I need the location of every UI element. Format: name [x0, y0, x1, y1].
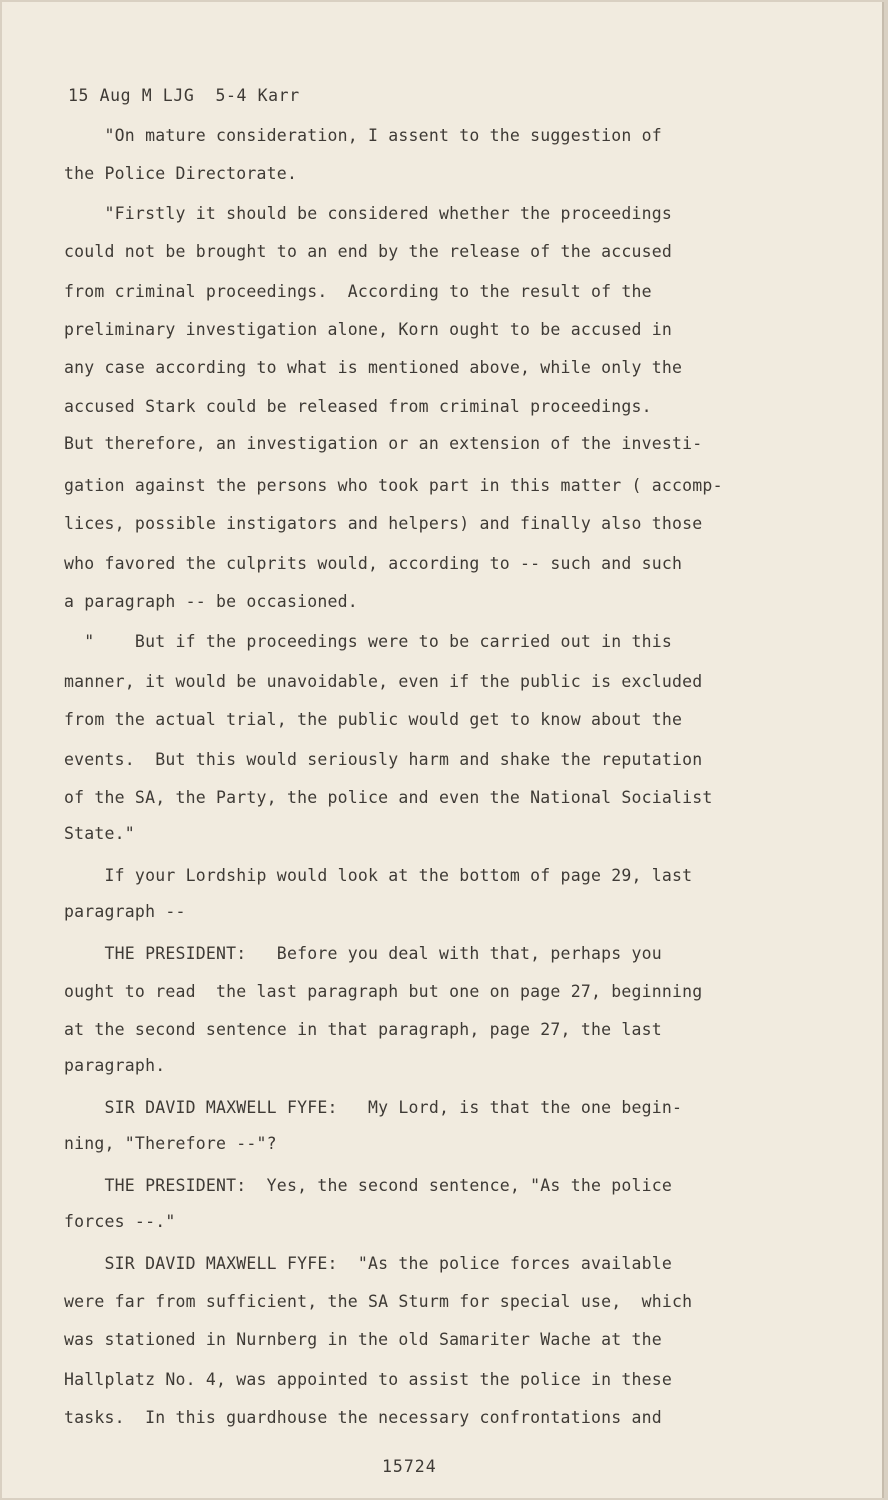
text-line: gation against the persons who took part in this matter ( accomp- — [64, 476, 723, 495]
text-line: forces --." — [64, 1212, 176, 1231]
page-number: 15724 — [382, 1457, 437, 1476]
text-line: was stationed in Nurnberg in the old Samariter Wache at the — [64, 1330, 662, 1349]
text-line: "On mature consideration, I assent to the suggestion of — [64, 126, 662, 145]
text-line: THE PRESIDENT: Before you deal with that, perhaps you — [64, 944, 662, 963]
text-line: SIR DAVID MAXWELL FYFE: My Lord, is that the one begin- — [64, 1098, 683, 1117]
text-line: a paragraph -- be occasioned. — [64, 592, 358, 611]
text-line: tasks. In this guardhouse the necessary confrontations and — [64, 1408, 662, 1427]
typewritten-page — [2, 2, 884, 1498]
text-line: were far from sufficient, the SA Sturm for special use, which — [64, 1292, 693, 1311]
text-line: If your Lordship would look at the bottom of page 29, last — [64, 866, 693, 885]
text-line: lices, possible instigators and helpers) and finally also those — [64, 514, 703, 533]
text-line: events. But this would seriously harm and shake the reputation — [64, 750, 703, 769]
text-line: at the second sentence in that paragraph, page 27, the last — [64, 1020, 662, 1039]
text-line: of the SA, the Party, the police and even the National Socialist — [64, 788, 713, 807]
document-reference-header: 15 Aug M LJG 5-4 Karr — [68, 86, 300, 105]
text-line: could not be brought to an end by the release of the accused — [64, 242, 673, 261]
text-line: ning, "Therefore --"? — [64, 1134, 277, 1153]
text-line: "Firstly it should be considered whether the proceedings — [64, 204, 673, 223]
text-line: SIR DAVID MAXWELL FYFE: "As the police forces available — [64, 1254, 673, 1273]
text-line: State." — [64, 824, 135, 843]
text-line: preliminary investigation alone, Korn ought to be accused in — [64, 320, 673, 339]
text-line: ought to read the last paragraph but one on page 27, beginning — [64, 982, 703, 1001]
text-line: from criminal proceedings. According to the result of the — [64, 282, 652, 301]
text-line: " But if the proceedings were to be carried out in this — [64, 632, 673, 651]
text-line: from the actual trial, the public would get to know about the — [64, 710, 683, 729]
text-line: But therefore, an investigation or an extension of the investi- — [64, 434, 703, 453]
text-line: Hallplatz No. 4, was appointed to assist the police in these — [64, 1370, 673, 1389]
text-line: manner, it would be unavoidable, even if the public is excluded — [64, 672, 703, 691]
text-line: who favored the culprits would, according to -- such and such — [64, 554, 683, 573]
text-line: the Police Directorate. — [64, 164, 298, 183]
text-line: accused Stark could be released from criminal proceedings. — [64, 397, 652, 416]
text-line: paragraph. — [64, 1056, 166, 1075]
text-line: paragraph -- — [64, 902, 186, 921]
text-line: THE PRESIDENT: Yes, the second sentence, "As the police — [64, 1176, 673, 1195]
text-line: any case according to what is mentioned above, while only the — [64, 358, 683, 377]
